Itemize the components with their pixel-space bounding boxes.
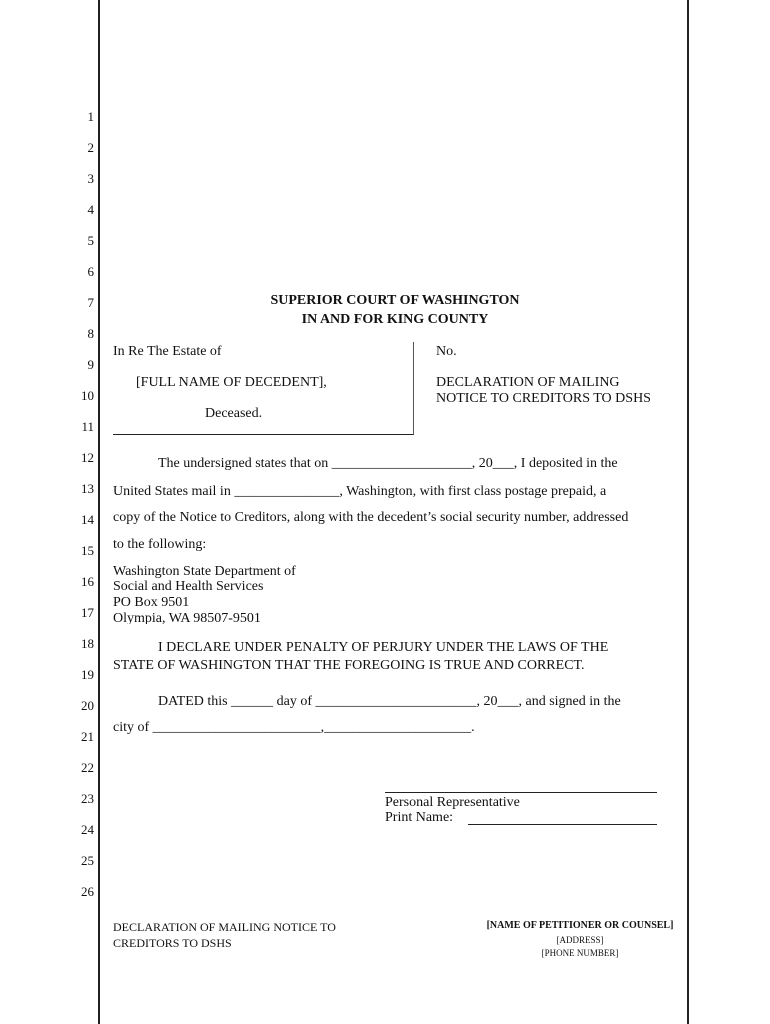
- line-number: 21: [81, 729, 94, 744]
- footer-title-line2: CREDITORS TO DSHS: [113, 936, 232, 950]
- line-number: 16: [81, 574, 94, 589]
- line-number: 11: [81, 419, 94, 434]
- address-line2: Social and Health Services: [113, 579, 264, 594]
- court-county: IN AND FOR KING COUNTY: [301, 312, 489, 327]
- address-line4: Olympia, WA 98507-9501: [113, 611, 261, 624]
- right-margin-line: [687, 0, 689, 1024]
- body-line-15: to the following:: [113, 537, 207, 552]
- document-title-line1: DECLARATION OF MAILING: [436, 375, 620, 390]
- print-name-label: Print Name:: [385, 810, 454, 825]
- line-number: 25: [81, 853, 94, 868]
- line-number: 4: [87, 202, 94, 217]
- line-number: 17: [81, 605, 94, 620]
- address-line1: Washington State Department of: [113, 564, 296, 579]
- line-number: 19: [81, 667, 94, 682]
- footer-counsel-name: [NAME OF PETITIONER OR COUNSEL]: [486, 920, 674, 931]
- line-number: 12: [81, 450, 94, 465]
- left-margin-line: [98, 0, 100, 1024]
- body-line-14: copy of the Notice to Creditors, along with the decedent’s social security number, addressed: [113, 510, 629, 525]
- deceased-label: Deceased.: [205, 406, 263, 421]
- caption-divider: [413, 342, 414, 435]
- court-name: SUPERIOR COURT OF WASHINGTON: [270, 293, 520, 308]
- line-number: 10: [81, 388, 94, 403]
- line-number: 1: [87, 109, 94, 124]
- line-number: 5: [87, 233, 94, 248]
- line-number: 23: [81, 791, 94, 806]
- line-number: 6: [87, 264, 94, 279]
- footer-phone: [PHONE NUMBER]: [541, 948, 619, 958]
- declaration-line1: I DECLARE UNDER PENALTY OF PERJURY UNDER THE LAWS OF THE: [158, 640, 609, 655]
- address-line3: PO Box 9501: [113, 595, 190, 610]
- footer-address: [ADDRESS]: [556, 935, 604, 945]
- document-title-line2: NOTICE TO CREDITORS TO DSHS: [436, 391, 651, 406]
- declaration-line2: STATE OF WASHINGTON THAT THE FOREGOING IS TRUE AND CORRECT.: [113, 658, 585, 673]
- line-number: 15: [81, 543, 94, 558]
- line-number: 18: [81, 636, 94, 651]
- dated-line2: city of ________________________,_____________________.: [113, 720, 475, 735]
- line-number: 8: [87, 326, 94, 341]
- body-line-12: The undersigned states that on ____________________, 20___, I deposited in the: [158, 456, 618, 471]
- footer-title-line1: DECLARATION OF MAILING NOTICE TO: [113, 920, 336, 934]
- line-number: 3: [87, 171, 94, 186]
- line-number: 14: [81, 512, 94, 527]
- line-number: 20: [81, 698, 94, 713]
- signer-role: Personal Representative: [385, 795, 520, 810]
- signature-line: [385, 792, 657, 793]
- dated-line1: DATED this ______ day of _______________________, 20___, and signed in the: [158, 694, 621, 709]
- case-number-label: No.: [436, 344, 457, 359]
- caption-bottom-rule: [113, 434, 413, 435]
- line-number: 26: [81, 884, 94, 899]
- line-number: 2: [87, 140, 94, 155]
- body-line-13: United States mail in _______________, Washington, with first class postage prepaid, a: [113, 484, 607, 499]
- line-number: 22: [81, 760, 94, 775]
- decedent-name-placeholder: [FULL NAME OF DECEDENT],: [136, 375, 327, 390]
- line-number: 7: [87, 295, 94, 310]
- line-number: 9: [87, 357, 94, 372]
- line-number: 24: [81, 822, 94, 837]
- in-re-label: In Re The Estate of: [113, 344, 222, 359]
- print-name-line: [468, 824, 657, 825]
- line-number: 13: [81, 481, 94, 496]
